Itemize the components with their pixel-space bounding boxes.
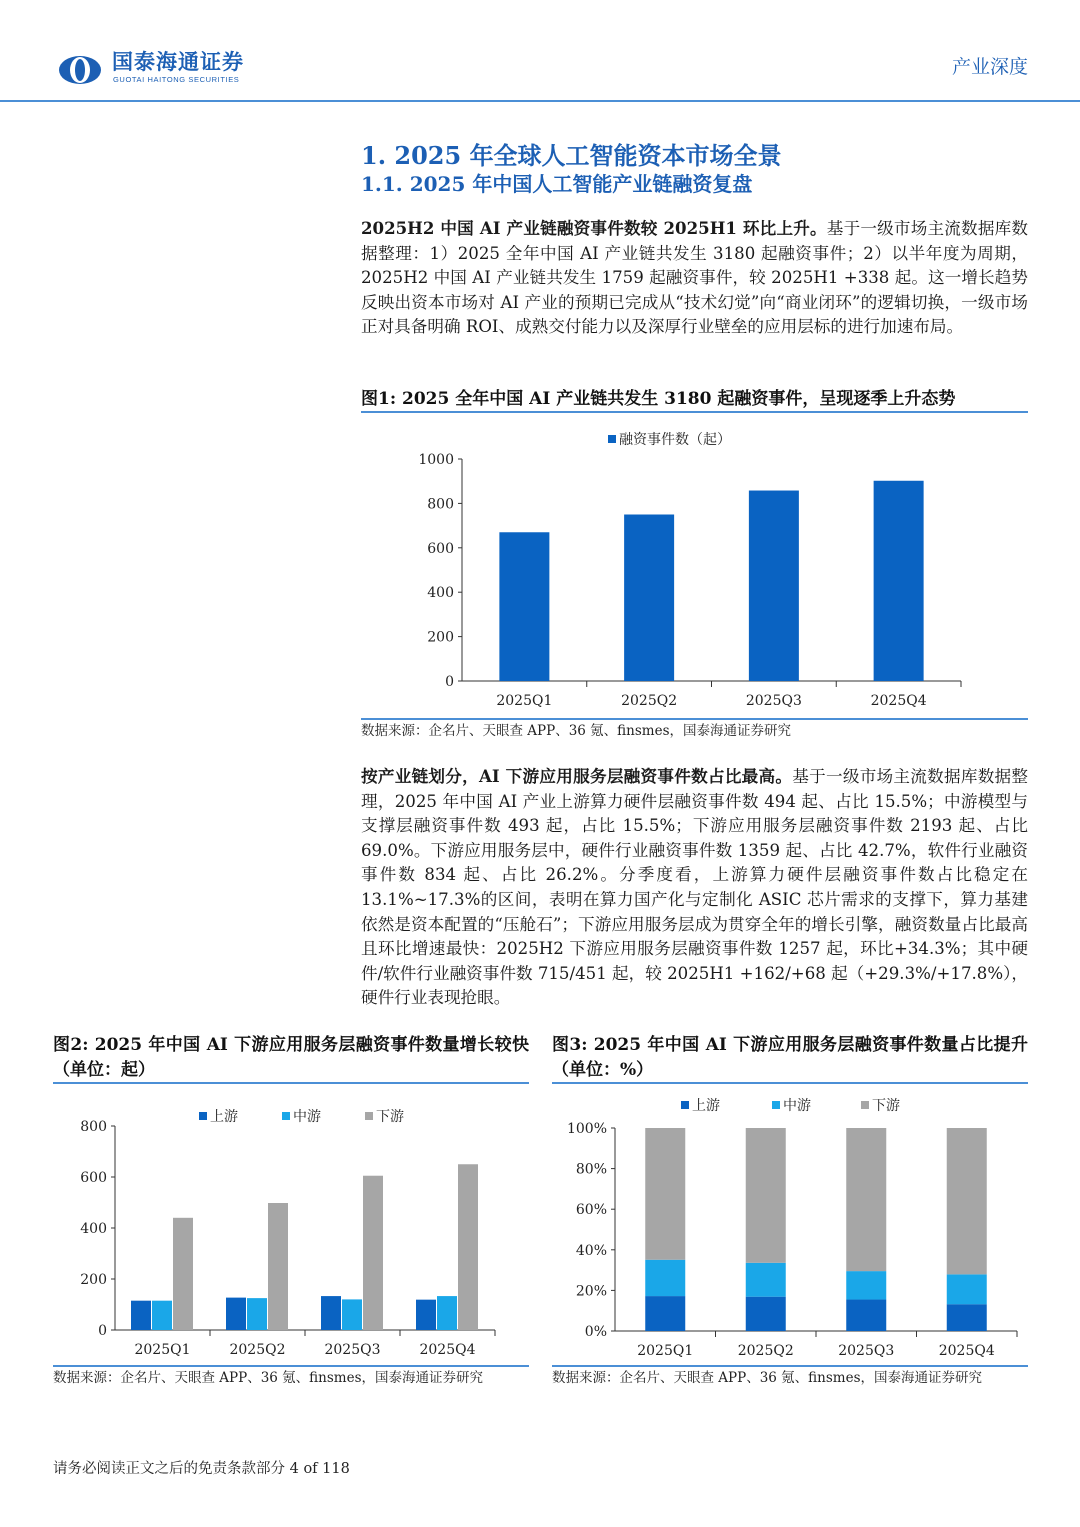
bar-segment xyxy=(645,1128,685,1260)
y-tick-label: 60% xyxy=(575,1202,607,1219)
x-tick-label: 2025Q2 xyxy=(621,693,678,709)
bar xyxy=(458,1164,478,1330)
figure-2-chart xyxy=(53,1090,529,1365)
figure-1-source: 数据来源：企名片、天眼查 APP、36 氪、finsmes，国泰海通证券研究 xyxy=(361,723,792,739)
legend-swatch xyxy=(681,1101,689,1109)
legend-label: 上游 xyxy=(210,1109,238,1125)
x-tick-label: 2025Q2 xyxy=(737,1343,794,1359)
bar-segment xyxy=(947,1304,987,1331)
bar xyxy=(247,1298,267,1330)
page-header xyxy=(0,0,1080,103)
figure-2-bottom-rule xyxy=(53,1365,529,1367)
legend-label: 下游 xyxy=(376,1109,404,1125)
figure-2-title: 图2: 2025 年中国 AI 下游应用服务层融资事件数量增长较快（单位：起） xyxy=(53,1035,529,1080)
bar-segment xyxy=(746,1263,786,1297)
bar xyxy=(152,1301,172,1330)
bar-segment xyxy=(846,1271,886,1299)
y-tick-label: 600 xyxy=(427,540,454,557)
bar xyxy=(499,532,549,681)
y-tick-label: 400 xyxy=(427,585,454,602)
y-tick-label: 100% xyxy=(566,1121,607,1137)
legend-swatch xyxy=(365,1112,373,1120)
figure-1-bottom-rule xyxy=(361,718,1028,720)
bar xyxy=(363,1176,383,1330)
x-tick-label: 2025Q1 xyxy=(637,1343,694,1359)
page-footer: 请务必阅读正文之后的免责条款部分 4 of 118 xyxy=(53,1461,350,1477)
paragraph-lead: 按产业链划分，AI 下游应用服务层融资事件数占比最高。 xyxy=(361,766,793,786)
bar xyxy=(874,481,924,681)
bar xyxy=(321,1296,341,1330)
legend-swatch xyxy=(608,435,616,443)
y-tick-label: 800 xyxy=(427,496,454,513)
x-tick-label: 2025Q3 xyxy=(745,693,802,709)
figure-3-source: 数据来源：企名片、天眼查 APP、36 氪、finsmes，国泰海通证券研究 xyxy=(552,1370,983,1386)
y-tick-label: 600 xyxy=(80,1170,107,1186)
y-tick-label: 0 xyxy=(445,674,454,690)
legend-label: 中游 xyxy=(293,1109,321,1125)
y-tick-label: 0 xyxy=(98,1323,107,1339)
y-tick-label: 400 xyxy=(80,1221,107,1237)
subsection-heading: 1.1. 2025 年中国人工智能产业链融资复盘 xyxy=(361,172,753,196)
paragraph-industry-chain xyxy=(361,764,1028,1011)
paragraph-financing-overview xyxy=(361,216,1028,340)
figure-3-chart xyxy=(552,1090,1028,1365)
paragraph-body: 基于一级市场主流数据库数据整理，2025 年中国 AI 产业上游算力硬件层融资事件数 494 起、占比 15.5%；中游模型与支撑层融资事件数 493 起，占比 15.5%；下游应用服务层融资事件数 2193 起、占比 69.0%。下游应用服务层中，硬件行业融资事件数 1359 起、占比 42.7%，软件行业融资事件数 834 起、占比 26.2%。分季度看，上游算力硬件层融资事件数占比稳定在 13.1%~17.3%的区间，表明在算力国产化与定制化 ASIC 芯片需求的支撑下，算力基建依然是资本配置的“压舱石”；下游应用服务层成为贯穿全年的增长引擎，融资数量占比最高且环比增速最快：2025H2 下游应用服务层融资事件数 1257 起，环比+34.3%；其中硬件/软件行业融资事件数 715/451 起，较 2025H1 +162/+68 起（+29.3%/+17.8%），硬件行业表现抢眼。 xyxy=(361,767,1029,1008)
figure-3-bottom-rule xyxy=(552,1365,1028,1367)
legend-label: 上游 xyxy=(692,1098,720,1114)
legend-label: 融资事件数（起） xyxy=(619,432,731,448)
bar-segment xyxy=(746,1128,786,1263)
bar-segment xyxy=(846,1300,886,1331)
x-tick-label: 2025Q4 xyxy=(870,693,927,709)
x-tick-label: 2025Q3 xyxy=(838,1343,895,1359)
paragraph-lead: 2025H2 中国 AI 产业链融资事件数较 2025H1 环比上升。 xyxy=(361,218,827,238)
bar xyxy=(268,1203,288,1330)
x-tick-label: 2025Q1 xyxy=(134,1342,191,1358)
x-tick-label: 2025Q4 xyxy=(938,1343,995,1359)
logo-text-cn: 国泰海通证券 xyxy=(112,50,244,74)
bar-segment xyxy=(947,1274,987,1304)
bar-segment xyxy=(645,1296,685,1331)
bar xyxy=(624,515,674,682)
legend-label: 下游 xyxy=(872,1098,900,1114)
figure-3-title: 图3: 2025 年中国 AI 下游应用服务层融资事件数量占比提升（单位：%） xyxy=(552,1035,1028,1080)
section-heading: 1. 2025 年全球人工智能资本市场全景 xyxy=(361,141,782,170)
y-tick-label: 20% xyxy=(575,1283,607,1300)
legend-swatch xyxy=(861,1101,869,1109)
header-divider xyxy=(0,100,1080,102)
y-tick-label: 200 xyxy=(80,1272,107,1288)
x-tick-label: 2025Q1 xyxy=(496,693,553,709)
figure-1-top-rule xyxy=(361,411,1028,413)
bar xyxy=(416,1300,436,1330)
figure-1-chart xyxy=(361,420,1028,720)
legend-swatch xyxy=(199,1112,207,1120)
y-tick-label: 1000 xyxy=(418,452,454,468)
logo-icon xyxy=(58,48,102,92)
x-tick-label: 2025Q4 xyxy=(419,1342,476,1358)
y-tick-label: 0% xyxy=(584,1324,607,1340)
x-tick-label: 2025Q3 xyxy=(324,1342,381,1358)
figure-2-source: 数据来源：企名片、天眼查 APP、36 氪、finsmes，国泰海通证券研究 xyxy=(53,1370,484,1386)
y-tick-label: 80% xyxy=(575,1161,607,1178)
legend-swatch xyxy=(772,1101,780,1109)
bar-segment xyxy=(846,1128,886,1271)
figure-2-top-rule xyxy=(53,1082,529,1084)
x-tick-label: 2025Q2 xyxy=(229,1342,286,1358)
bar xyxy=(437,1296,457,1330)
bar-segment xyxy=(947,1128,987,1274)
bar xyxy=(749,491,799,681)
legend-label: 中游 xyxy=(783,1098,811,1114)
figure-1-title: 图1: 2025 全年中国 AI 产业链共发生 3180 起融资事件，呈现逐季上升态势 xyxy=(361,389,956,409)
bar xyxy=(342,1299,362,1330)
bar xyxy=(173,1218,193,1330)
y-tick-label: 40% xyxy=(575,1242,607,1259)
bar xyxy=(226,1298,246,1330)
figure-3-top-rule xyxy=(552,1082,1028,1084)
y-tick-label: 800 xyxy=(80,1119,107,1135)
legend-swatch xyxy=(282,1112,290,1120)
report-type-tag: 产业深度 xyxy=(951,56,1028,78)
bar-segment xyxy=(746,1297,786,1331)
bar-segment xyxy=(645,1260,685,1296)
logo-text-en: GUOTAI HAITONG SECURITIES xyxy=(113,75,240,84)
y-tick-label: 200 xyxy=(427,629,454,646)
paragraph-body: 基于一级市场主流数据库数据整理：1）2025 全年中国 AI 产业链共发生 3180 起融资事件；2）以半年度为周期，2025H2 中国 AI 产业链共发生 1759 起融资事件，较 2025H1 +338 起。这一增长趋势反映出资本市场对 AI 产业的预期已完成从“技术幻觉”向“商业闭环”的逻辑切换，一级市场正对具备明确 ROI、成熟交付能力以及深厚行业壁垒的应用层标的进行加速布局。 xyxy=(361,219,1028,337)
bar xyxy=(131,1301,151,1330)
